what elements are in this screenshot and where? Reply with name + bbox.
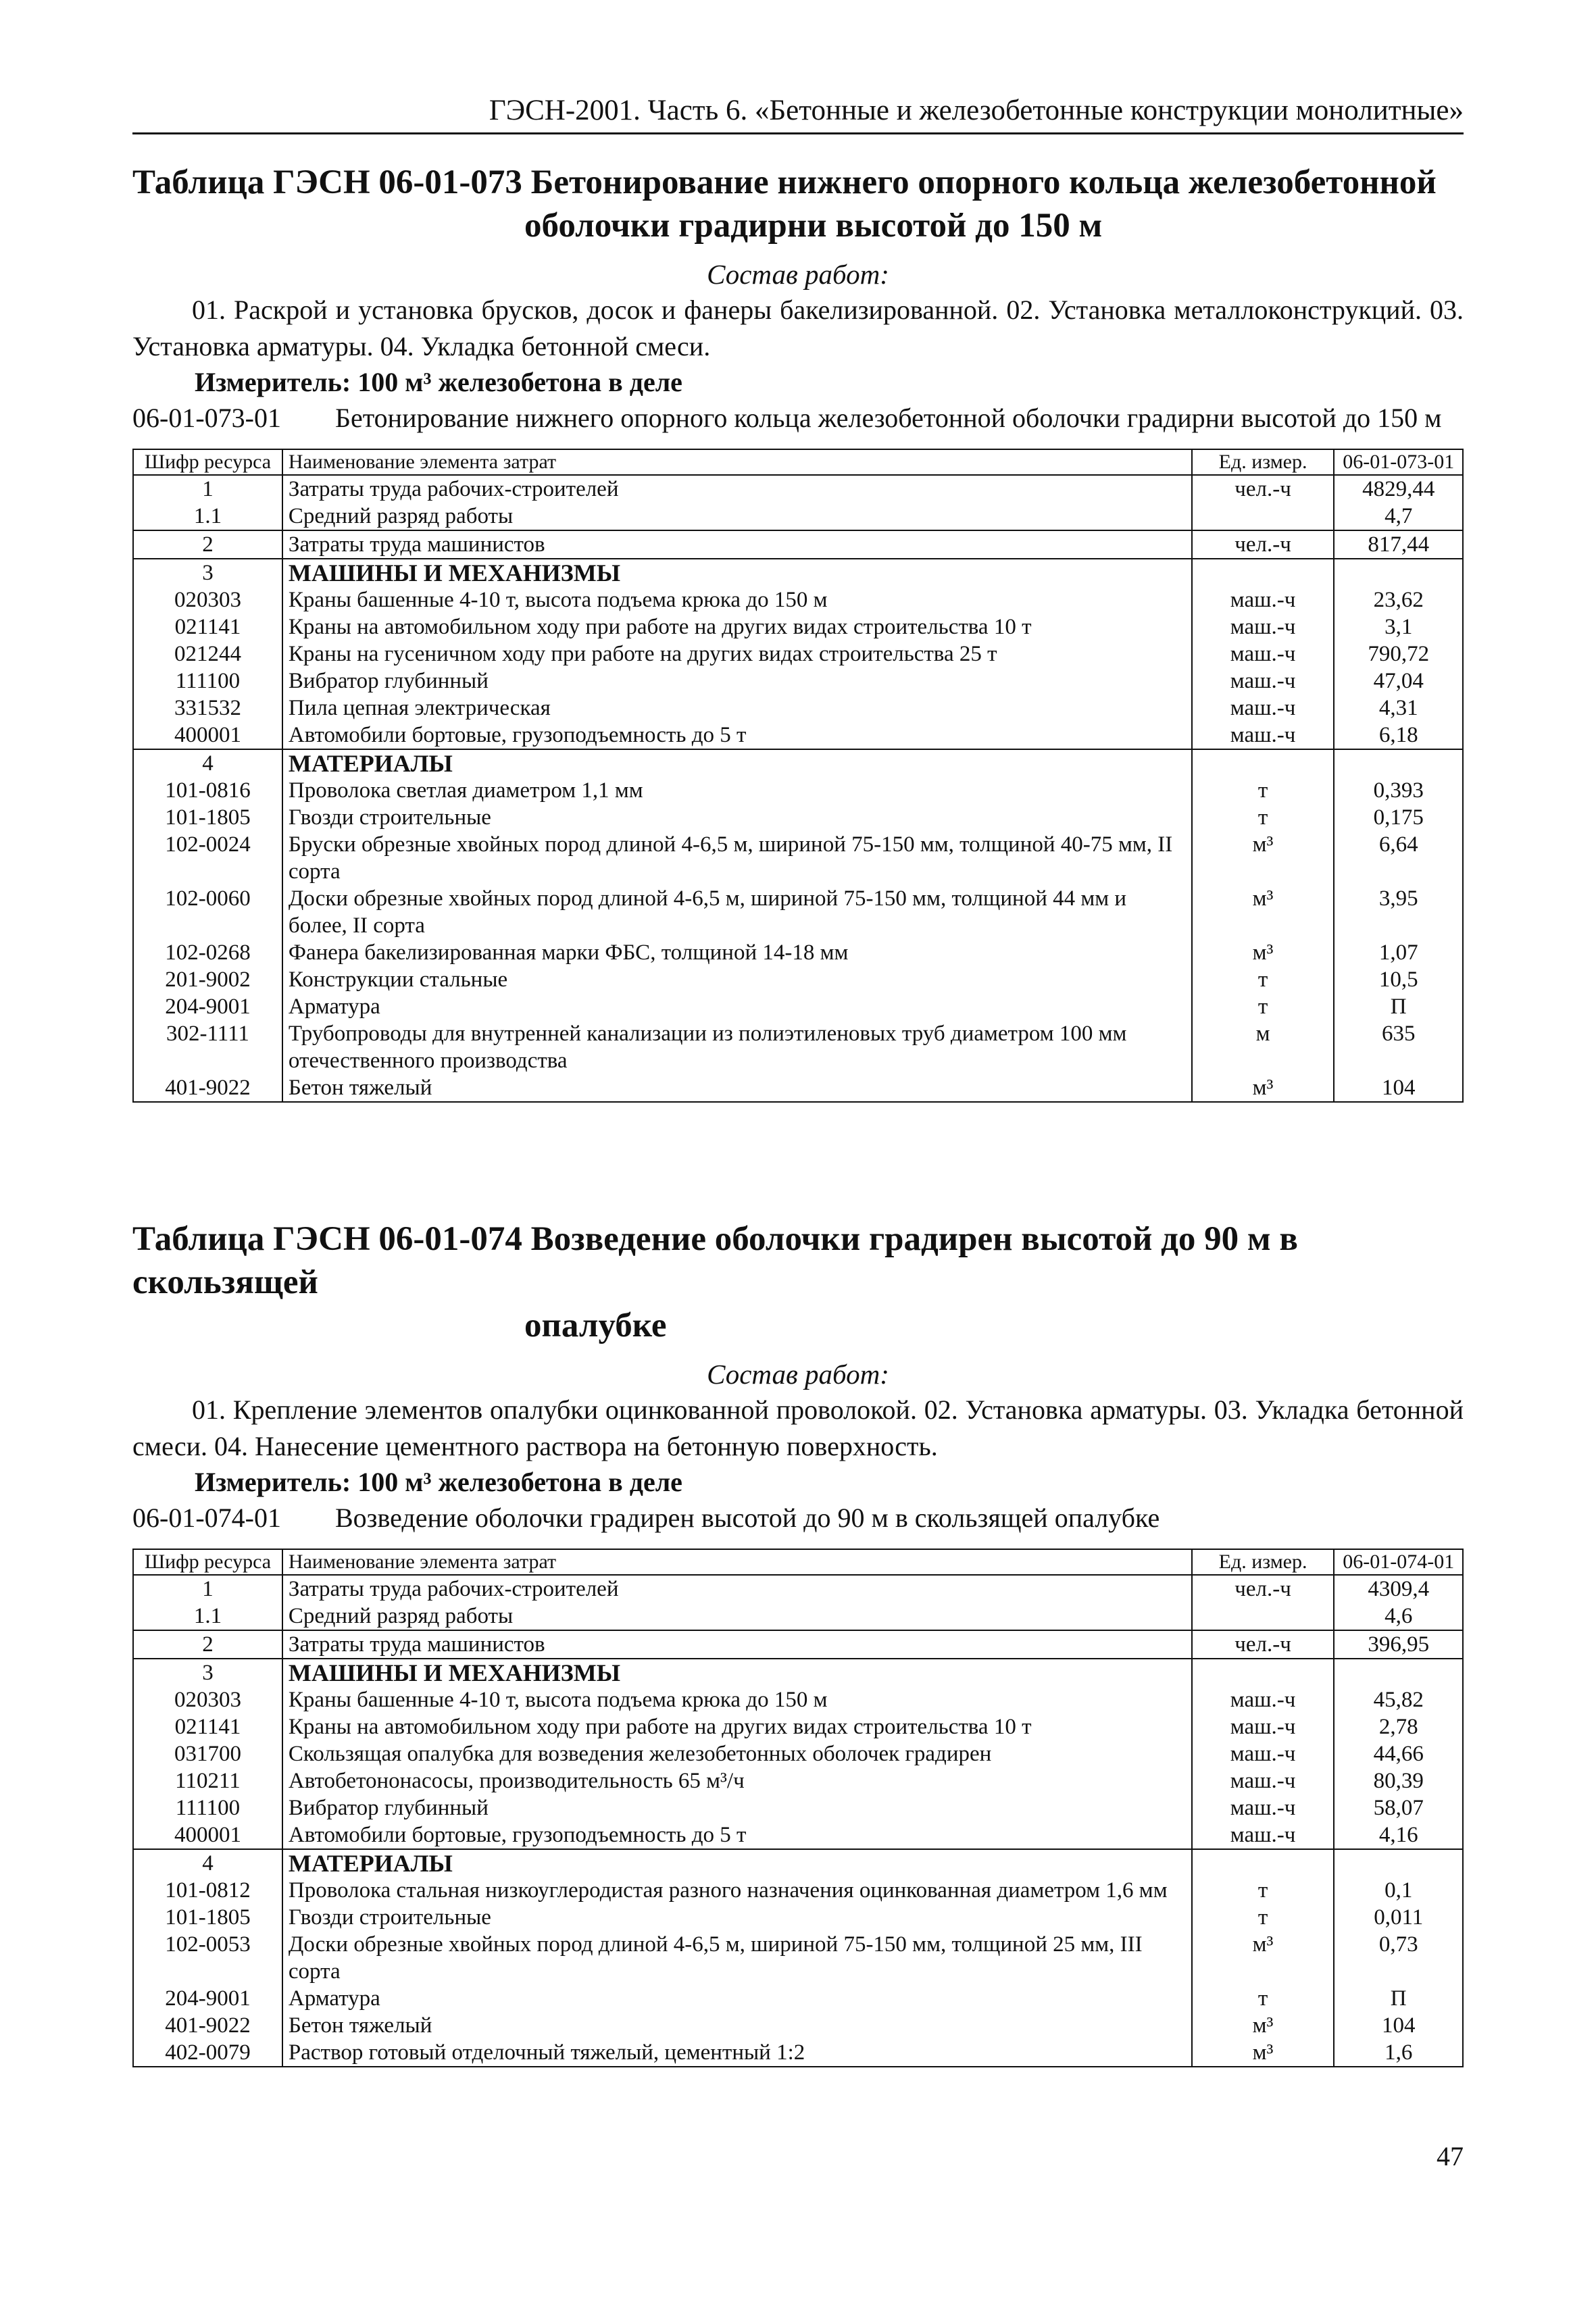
table-body — [133, 475, 1463, 1102]
cell-value: 4,16 — [1334, 1821, 1463, 1849]
cell-value: 104 — [1334, 1074, 1463, 1102]
norm-line — [132, 400, 1464, 436]
cell-code: 400001 — [133, 722, 282, 749]
cell-name: МАТЕРИАЛЫ — [282, 749, 1192, 777]
cell-code: 331532 — [133, 695, 282, 722]
cell-value: 3,1 — [1334, 613, 1463, 640]
cell-unit — [1192, 1603, 1335, 1630]
cell-name: Трубопроводы для внутренней канализации из полиэтиленовых труб диаметром 100 мм отечественного производства — [282, 1020, 1192, 1074]
cell-name: Автомобили бортовые, грузоподъемность до 5 т — [282, 722, 1192, 749]
cell-value: 396,95 — [1334, 1630, 1463, 1659]
cell-code: 111100 — [133, 1794, 282, 1821]
cell-code: 1.1 — [133, 1603, 282, 1630]
cell-name: Затраты труда рабочих-строителей — [282, 475, 1192, 503]
cell-name: Проволока стальная низкоуглеродистая разного назначения оцинкованная диаметром 1,6 мм — [282, 1877, 1192, 1904]
cell-code: 2 — [133, 530, 282, 559]
cell-value: 817,44 — [1334, 530, 1463, 559]
cell-value: 104 — [1334, 2012, 1463, 2039]
table-row — [133, 722, 1463, 749]
cell-unit — [1192, 1849, 1335, 1877]
cell-unit: чел.-ч — [1192, 475, 1335, 503]
table-row — [133, 885, 1463, 939]
cell-code: 101-1805 — [133, 804, 282, 831]
cell-unit: маш.-ч — [1192, 695, 1335, 722]
table-body — [133, 1575, 1463, 2067]
cell-name: Арматура — [282, 1985, 1192, 2012]
cell-code: 1.1 — [133, 503, 282, 530]
cell-code: 102-0053 — [133, 1931, 282, 1985]
cell-unit — [1192, 749, 1335, 777]
table-row — [133, 1020, 1463, 1074]
cell-unit: т — [1192, 777, 1335, 804]
measure-unit: Измеритель: 100 м³ железобетона в деле — [195, 1467, 682, 1497]
cell-unit: маш.-ч — [1192, 1767, 1335, 1794]
table-row — [133, 2012, 1463, 2039]
table-row — [133, 1740, 1463, 1767]
table-row — [133, 1904, 1463, 1931]
cell-code: 204-9001 — [133, 993, 282, 1020]
table-title — [132, 161, 1464, 247]
cell-code: 401-9022 — [133, 1074, 282, 1102]
header-name: Наименование элемента затрат — [282, 1549, 1192, 1575]
cell-code: 021244 — [133, 640, 282, 668]
cell-value: 44,66 — [1334, 1740, 1463, 1767]
cell-name: Скользящая опалубка для возведения железобетонных оболочек градирен — [282, 1740, 1192, 1767]
table-row — [133, 804, 1463, 831]
cell-value: 45,82 — [1334, 1686, 1463, 1713]
table-header-row — [133, 1549, 1463, 1575]
composition-text: 01. Крепление элементов опалубки оцинкованной проволокой. 02. Установка арматуры. 03. Укладка бетонной смеси. 04. Нанесение цементного раствора на бетонную поверхность. — [132, 1394, 1464, 1461]
cell-value: 6,64 — [1334, 831, 1463, 885]
cell-value: 0,011 — [1334, 1904, 1463, 1931]
norm-line — [132, 1500, 1464, 1536]
table-row — [133, 1849, 1463, 1877]
table-row — [133, 1821, 1463, 1849]
cell-code: 111100 — [133, 668, 282, 695]
cell-name: Автомобили бортовые, грузоподъемность до 5 т — [282, 1821, 1192, 1849]
cell-name: Вибратор глубинный — [282, 1794, 1192, 1821]
cell-name: МАШИНЫ И МЕХАНИЗМЫ — [282, 1659, 1192, 1686]
table-row — [133, 1767, 1463, 1794]
table-title-line1: Таблица ГЭСН 06-01-073 Бетонирование нижнего опорного кольца железобетонной — [132, 164, 1437, 201]
cell-name: Раствор готовый отделочный тяжелый, цементный 1:2 — [282, 2039, 1192, 2067]
table-row — [133, 613, 1463, 640]
cell-value: 2,78 — [1334, 1713, 1463, 1740]
cell-code: 204-9001 — [133, 1985, 282, 2012]
cell-unit: маш.-ч — [1192, 1794, 1335, 1821]
table-row — [133, 530, 1463, 559]
cell-value: 635 — [1334, 1020, 1463, 1074]
table-row — [133, 939, 1463, 966]
table-header-row — [133, 449, 1463, 475]
table-row — [133, 777, 1463, 804]
table-section-074 — [132, 1217, 1464, 2067]
running-header: ГЭСН-2001. Часть 6. «Бетонные и железобетонные конструкции монолитные» — [132, 92, 1464, 134]
cell-value — [1334, 1659, 1463, 1686]
cell-name: Арматура — [282, 993, 1192, 1020]
header-code: Шифр ресурса — [133, 449, 282, 475]
cell-code: 4 — [133, 749, 282, 777]
cell-unit — [1192, 1659, 1335, 1686]
cell-name: МАТЕРИАЛЫ — [282, 1849, 1192, 1877]
norms-table — [132, 449, 1464, 1103]
cell-code: 3 — [133, 1659, 282, 1686]
cell-value: 4829,44 — [1334, 475, 1463, 503]
table-row — [133, 503, 1463, 530]
cell-name: Гвозди строительные — [282, 1904, 1192, 1931]
cell-unit: т — [1192, 1877, 1335, 1904]
cell-value: 6,18 — [1334, 722, 1463, 749]
cell-unit: маш.-ч — [1192, 640, 1335, 668]
norm-code: 06-01-074-01 — [132, 1503, 281, 1533]
cell-name: Краны башенные 4-10 т, высота подъема крюка до 150 м — [282, 586, 1192, 613]
cell-code: 102-0024 — [133, 831, 282, 885]
cell-name: Доски обрезные хвойных пород длиной 4-6,5 м, шириной 75-150 мм, толщиной 25 мм, III сорта — [282, 1931, 1192, 1985]
cell-unit: м³ — [1192, 1931, 1335, 1985]
cell-code: 2 — [133, 1630, 282, 1659]
cell-unit: т — [1192, 1985, 1335, 2012]
cell-code: 302-1111 — [133, 1020, 282, 1074]
cell-name: МАШИНЫ И МЕХАНИЗМЫ — [282, 559, 1192, 586]
cell-name: Вибратор глубинный — [282, 668, 1192, 695]
cell-value: 0,1 — [1334, 1877, 1463, 1904]
cell-name: Затраты труда машинистов — [282, 530, 1192, 559]
table-row — [133, 475, 1463, 503]
table-title-line1: Таблица ГЭСН 06-01-074 Возведение оболочки градирен высотой до 90 м в скользящей — [132, 1220, 1298, 1301]
cell-name: Бетон тяжелый — [282, 2012, 1192, 2039]
cell-value: 3,95 — [1334, 885, 1463, 939]
cell-code: 031700 — [133, 1740, 282, 1767]
cell-value: 80,39 — [1334, 1767, 1463, 1794]
cell-value — [1334, 1849, 1463, 1877]
cell-code: 1 — [133, 475, 282, 503]
table-row — [133, 559, 1463, 586]
table-row — [133, 831, 1463, 885]
cell-name: Средний разряд работы — [282, 1603, 1192, 1630]
cell-name: Гвозди строительные — [282, 804, 1192, 831]
table-row — [133, 1603, 1463, 1630]
cell-code: 201-9002 — [133, 966, 282, 993]
cell-unit: м³ — [1192, 831, 1335, 885]
table-row — [133, 966, 1463, 993]
cell-code: 101-1805 — [133, 1904, 282, 1931]
table-title-line2: опалубке — [524, 1307, 667, 1344]
cell-name: Фанера бакелизированная марки ФБС, толщиной 14-18 мм — [282, 939, 1192, 966]
cell-unit: маш.-ч — [1192, 722, 1335, 749]
table-title-line2: оболочки градирни высотой до 150 м — [524, 207, 1103, 245]
composition-heading: Состав работ: — [707, 259, 889, 290]
header-name: Наименование элемента затрат — [282, 449, 1192, 475]
composition-text: 01. Раскрой и установка брусков, досок и фанеры бакелизированной. 02. Установка металлоконструкций. 03. Установка арматуры. 04. Укладка бетонной смеси. — [132, 295, 1464, 361]
table-section-073 — [132, 161, 1464, 1103]
cell-name: Краны на автомобильном ходу при работе на других видах строительства 10 т — [282, 613, 1192, 640]
cell-name: Бетон тяжелый — [282, 1074, 1192, 1102]
cell-name: Затраты труда рабочих-строителей — [282, 1575, 1192, 1603]
table-row — [133, 640, 1463, 668]
cell-name: Средний разряд работы — [282, 503, 1192, 530]
norm-description: Бетонирование нижнего опорного кольца железобетонной оболочки градирни высотой до 150 м — [335, 403, 1442, 433]
cell-value: 0,175 — [1334, 804, 1463, 831]
cell-code: 021141 — [133, 1713, 282, 1740]
header-unit: Ед. измер. — [1192, 1549, 1335, 1575]
cell-code: 020303 — [133, 586, 282, 613]
page-number: 47 — [1437, 2141, 1464, 2171]
cell-value: 0,73 — [1334, 1931, 1463, 1985]
header-code: Шифр ресурса — [133, 1549, 282, 1575]
cell-unit — [1192, 503, 1335, 530]
cell-code: 110211 — [133, 1767, 282, 1794]
cell-unit: т — [1192, 993, 1335, 1020]
table-row — [133, 1794, 1463, 1821]
norm-description: Возведение оболочки градирен высотой до 90 м в скользящей опалубке — [335, 1503, 1160, 1533]
cell-unit: маш.-ч — [1192, 668, 1335, 695]
cell-unit: м — [1192, 1020, 1335, 1074]
cell-code: 402-0079 — [133, 2039, 282, 2067]
cell-name: Конструкции стальные — [282, 966, 1192, 993]
cell-name: Краны на автомобильном ходу при работе на других видах строительства 10 т — [282, 1713, 1192, 1740]
cell-value: 1,07 — [1334, 939, 1463, 966]
cell-unit: т — [1192, 966, 1335, 993]
header-value: 06-01-073-01 — [1334, 449, 1463, 475]
table-row — [133, 668, 1463, 695]
cell-unit: м³ — [1192, 2012, 1335, 2039]
cell-code: 401-9022 — [133, 2012, 282, 2039]
cell-name: Краны башенные 4-10 т, высота подъема крюка до 150 м — [282, 1686, 1192, 1713]
cell-value: 10,5 — [1334, 966, 1463, 993]
cell-unit: м³ — [1192, 2039, 1335, 2067]
cell-code: 400001 — [133, 1821, 282, 1849]
header-unit: Ед. измер. — [1192, 449, 1335, 475]
table-row — [133, 1575, 1463, 1603]
cell-code: 1 — [133, 1575, 282, 1603]
table-row — [133, 586, 1463, 613]
cell-unit: т — [1192, 1904, 1335, 1931]
cell-code: 101-0812 — [133, 1877, 282, 1904]
cell-code: 020303 — [133, 1686, 282, 1713]
norms-table — [132, 1549, 1464, 2067]
cell-name: Краны на гусеничном ходу при работе на других видах строительства 25 т — [282, 640, 1192, 668]
cell-value: 790,72 — [1334, 640, 1463, 668]
cell-value: П — [1334, 993, 1463, 1020]
table-row — [133, 1985, 1463, 2012]
table-row — [133, 1686, 1463, 1713]
cell-code: 102-0268 — [133, 939, 282, 966]
cell-code: 021141 — [133, 613, 282, 640]
table-row — [133, 1931, 1463, 1985]
cell-value — [1334, 749, 1463, 777]
cell-value: 0,393 — [1334, 777, 1463, 804]
cell-unit: м³ — [1192, 885, 1335, 939]
cell-value: П — [1334, 1985, 1463, 2012]
cell-value: 4,7 — [1334, 503, 1463, 530]
composition-heading: Состав работ: — [707, 1359, 889, 1390]
cell-value: 4,31 — [1334, 695, 1463, 722]
table-row — [133, 1630, 1463, 1659]
cell-unit: маш.-ч — [1192, 1713, 1335, 1740]
cell-value: 58,07 — [1334, 1794, 1463, 1821]
cell-unit: чел.-ч — [1192, 530, 1335, 559]
cell-value — [1334, 559, 1463, 586]
cell-name: Бруски обрезные хвойных пород длиной 4-6,5 м, шириной 75-150 мм, толщиной 40-75 мм, II сорта — [282, 831, 1192, 885]
cell-value: 4,6 — [1334, 1603, 1463, 1630]
cell-code: 102-0060 — [133, 885, 282, 939]
cell-code: 4 — [133, 1849, 282, 1877]
cell-name: Затраты труда машинистов — [282, 1630, 1192, 1659]
cell-value: 47,04 — [1334, 668, 1463, 695]
cell-unit: чел.-ч — [1192, 1575, 1335, 1603]
cell-name: Доски обрезные хвойных пород длиной 4-6,5 м, шириной 75-150 мм, толщиной 44 мм и более, II сорта — [282, 885, 1192, 939]
cell-code: 3 — [133, 559, 282, 586]
cell-value: 4309,4 — [1334, 1575, 1463, 1603]
cell-unit: маш.-ч — [1192, 1740, 1335, 1767]
cell-unit — [1192, 559, 1335, 586]
table-row — [133, 993, 1463, 1020]
cell-value: 1,6 — [1334, 2039, 1463, 2067]
cell-unit: м³ — [1192, 939, 1335, 966]
table-row — [133, 1659, 1463, 1686]
cell-unit: маш.-ч — [1192, 1686, 1335, 1713]
cell-unit: м³ — [1192, 1074, 1335, 1102]
cell-code: 101-0816 — [133, 777, 282, 804]
table-row — [133, 1877, 1463, 1904]
table-row — [133, 1713, 1463, 1740]
cell-name: Автобетононасосы, производительность 65 м³/ч — [282, 1767, 1192, 1794]
cell-unit: маш.-ч — [1192, 586, 1335, 613]
cell-value: 23,62 — [1334, 586, 1463, 613]
table-row — [133, 695, 1463, 722]
cell-name: Проволока светлая диаметром 1,1 мм — [282, 777, 1192, 804]
header-value: 06-01-074-01 — [1334, 1549, 1463, 1575]
table-title — [132, 1217, 1464, 1347]
table-row — [133, 1074, 1463, 1102]
cell-unit: маш.-ч — [1192, 613, 1335, 640]
cell-unit: т — [1192, 804, 1335, 831]
cell-name: Пила цепная электрическая — [282, 695, 1192, 722]
measure-unit: Измеритель: 100 м³ железобетона в деле — [195, 367, 682, 397]
norm-code: 06-01-073-01 — [132, 403, 281, 433]
table-row — [133, 2039, 1463, 2067]
cell-unit: чел.-ч — [1192, 1630, 1335, 1659]
cell-unit: маш.-ч — [1192, 1821, 1335, 1849]
table-row — [133, 749, 1463, 777]
